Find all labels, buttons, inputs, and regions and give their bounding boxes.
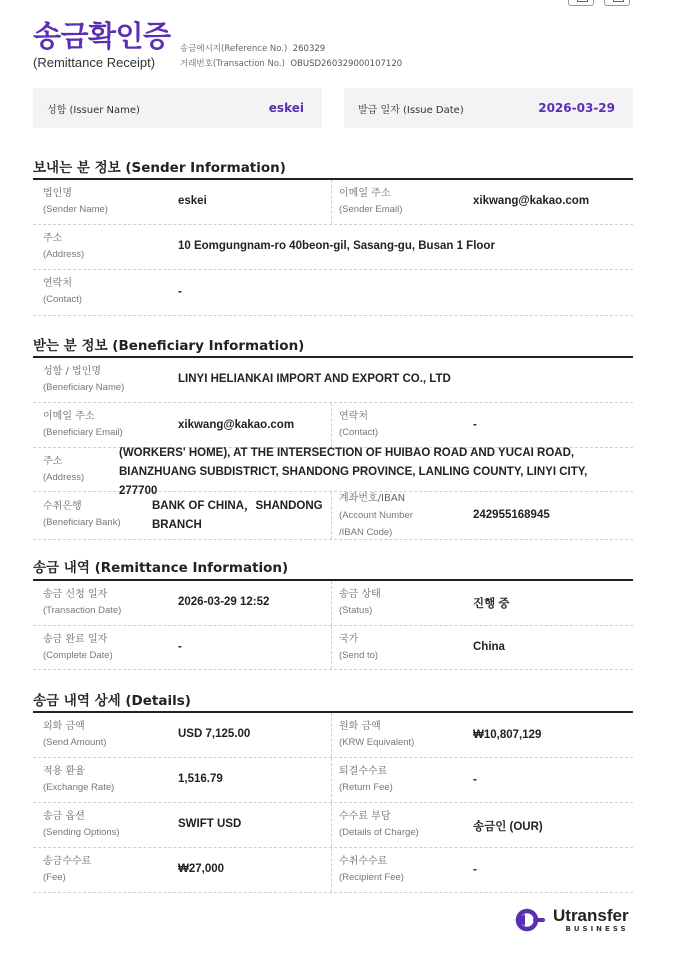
sender-row-name xyxy=(33,180,633,225)
transaction-value: OBUSD260329000107120 xyxy=(290,59,403,69)
download-icon[interactable] xyxy=(568,0,594,6)
return-fee-label-en: (Return Fee) xyxy=(339,782,393,793)
sender-address-label: 주소 xyxy=(43,233,63,244)
title-block xyxy=(33,18,171,70)
page-subtitle: (Remittance Receipt) xyxy=(33,55,156,70)
sender-name-value: eskei xyxy=(178,195,207,207)
status-label-en: (Status) xyxy=(339,605,373,616)
details-section-title: 송금 내역 상세 (Details) xyxy=(33,693,191,709)
charge-label-en: (Details of Charge) xyxy=(339,827,419,838)
fee-label-en: (Fee) xyxy=(43,872,66,883)
print-icon[interactable] xyxy=(604,0,630,6)
utransfer-logo xyxy=(513,907,629,933)
logo-sub: BUSINESS xyxy=(565,925,629,933)
sender-contact-value: - xyxy=(178,286,182,298)
beneficiary-address-line: BIANZHUANG SUBDISTRICT, SHANDONG PROVINCE, LANLING COUNTY, LINYI CITY, xyxy=(119,466,588,478)
reference-label: 송금메시지(Reference No.) xyxy=(180,44,288,54)
beneficiary-address-label-en: (Address) xyxy=(43,472,85,483)
account-number-label: 계좌번호/IBAN xyxy=(339,493,406,504)
fee-label: 송금수수료 xyxy=(43,856,92,867)
beneficiary-address-label: 주소 xyxy=(43,456,63,467)
issuer-row xyxy=(33,88,633,128)
country-value: China xyxy=(473,641,505,653)
column-divider xyxy=(331,803,332,847)
beneficiary-bank-line: BANK OF CHINA，SHANDONG xyxy=(152,500,323,512)
beneficiary-row-name xyxy=(33,358,633,403)
transaction-date-value: 2026-03-29 12:52 xyxy=(178,596,270,608)
beneficiary-row-email xyxy=(33,403,633,448)
beneficiary-name-label: 성함 / 법인명 xyxy=(43,366,102,377)
sender-email-value: xikwang@kakao.com xyxy=(473,195,590,207)
column-divider xyxy=(331,626,332,669)
krw-label: 원화 금액 xyxy=(339,721,381,732)
country-label: 국가 xyxy=(339,634,359,645)
krw-label-en: (KRW Equivalent) xyxy=(339,737,415,748)
charge-value: 송금인 (OUR) xyxy=(473,821,543,833)
logo-mark-icon xyxy=(513,908,547,932)
recipient-fee-value: - xyxy=(473,864,477,876)
beneficiary-contact-value: - xyxy=(473,419,477,431)
sender-row-contact xyxy=(33,270,633,316)
top-toolbar xyxy=(568,0,630,6)
transaction-date-label-en: (Transaction Date) xyxy=(43,605,122,616)
sender-email-label-en: (Sender Email) xyxy=(339,204,403,215)
beneficiary-name-label-en: (Beneficiary Name) xyxy=(43,382,125,393)
beneficiary-contact-label-en: (Contact) xyxy=(339,427,379,438)
send-amount-label-en: (Send Amount) xyxy=(43,737,107,748)
beneficiary-address-line: 277700 xyxy=(119,485,158,497)
beneficiary-section-title: 받는 분 정보 (Beneficiary Information) xyxy=(33,338,305,354)
beneficiary-email-value: xikwang@kakao.com xyxy=(178,419,295,431)
transaction-date-label: 송금 신청 일자 xyxy=(43,589,108,600)
beneficiary-bank-line: BRANCH xyxy=(152,519,202,531)
charge-label: 수수료 부담 xyxy=(339,811,391,822)
complete-date-label-en: (Complete Date) xyxy=(43,650,113,661)
complete-date-label: 송금 완료 일자 xyxy=(43,634,108,645)
beneficiary-row-bank xyxy=(33,492,633,540)
country-label-en: (Send to) xyxy=(339,650,379,661)
remittance-section-title: 송금 내역 (Remittance Information) xyxy=(33,560,289,576)
recipient-fee-label: 수취수수료 xyxy=(339,856,388,867)
issue-date-box xyxy=(344,88,633,128)
sender-name-label-en: (Sender Name) xyxy=(43,204,108,215)
send-amount-label: 외화 금액 xyxy=(43,721,85,732)
sender-name-label: 법인명 xyxy=(43,188,72,199)
beneficiary-address-line: (WORKERS' HOME), AT THE INTERSECTION OF HUIBAO ROAD AND YUCAI ROAD, xyxy=(119,447,575,459)
exchange-rate-label-en: (Exchange Rate) xyxy=(43,782,115,793)
sending-option-label-en: (Sending Options) xyxy=(43,827,120,838)
exchange-rate-label: 적용 환율 xyxy=(43,766,85,777)
beneficiary-name-value: LINYI HELIANKAI IMPORT AND EXPORT CO., LTD xyxy=(178,373,451,385)
issuer-name-value: eskei xyxy=(268,101,304,115)
details-row-amount xyxy=(33,713,633,758)
column-divider xyxy=(331,581,332,625)
beneficiary-email-label: 이메일 주소 xyxy=(43,411,95,422)
page-title: 송금확인증 xyxy=(33,19,171,53)
beneficiary-contact-label: 연락처 xyxy=(339,411,368,422)
send-amount-value: USD 7,125.00 xyxy=(178,728,251,740)
column-divider xyxy=(331,180,332,224)
details-row-rate xyxy=(33,758,633,803)
column-divider xyxy=(331,713,332,757)
beneficiary-bank-label-en: (Beneficiary Bank) xyxy=(43,517,121,528)
sender-contact-label-en: (Contact) xyxy=(43,294,83,305)
recipient-fee-label-en: (Recipient Fee) xyxy=(339,872,404,883)
remittance-row-complete xyxy=(33,626,633,670)
sender-address-value: 10 Eomgungnam-ro 40beon-gil, Sasang-gu, Busan 1 Floor xyxy=(178,240,495,252)
exchange-rate-value: 1,516.79 xyxy=(178,773,223,785)
krw-value: ₩10,807,129 xyxy=(473,729,542,741)
fee-value: ₩27,000 xyxy=(178,863,225,875)
return-fee-value: - xyxy=(473,774,477,786)
details-row-option xyxy=(33,803,633,848)
account-number-label-en: (Account Number xyxy=(339,510,413,521)
column-divider xyxy=(331,758,332,802)
status-value: 진행 중 xyxy=(473,598,510,610)
issuer-name-label: 성함 (Issuer Name) xyxy=(47,104,140,116)
status-label: 송금 상태 xyxy=(339,589,381,600)
remittance-row-dates xyxy=(33,581,633,626)
account-number-value: 242955168945 xyxy=(473,509,550,521)
beneficiary-bank-label: 수취은행 xyxy=(43,501,82,512)
beneficiary-row-address xyxy=(33,447,633,497)
sending-option-label: 송금 옵션 xyxy=(43,811,85,822)
issue-date-label: 발급 일자 (Issue Date) xyxy=(358,104,464,116)
sender-email-label: 이메일 주소 xyxy=(339,188,391,199)
account-number-label-en: /IBAN Code) xyxy=(339,527,393,538)
beneficiary-email-label-en: (Beneficiary Email) xyxy=(43,427,123,438)
issue-date-value: 2026-03-29 xyxy=(538,101,615,115)
complete-date-value: - xyxy=(178,641,182,653)
reference-value: 260329 xyxy=(292,44,326,54)
issuer-name-box xyxy=(33,88,322,128)
sender-row-address xyxy=(33,225,633,270)
beneficiary-bank-value xyxy=(152,497,323,535)
column-divider xyxy=(331,848,332,892)
return-fee-label: 퇴결수수료 xyxy=(339,766,388,777)
logo-text xyxy=(553,907,629,933)
column-divider xyxy=(331,403,332,447)
logo-name: Utransfer xyxy=(553,906,629,925)
transaction-label: 거래번호(Transaction No.) xyxy=(180,59,285,69)
column-divider xyxy=(331,492,332,539)
sender-section-title: 보내는 분 정보 (Sender Information) xyxy=(33,160,286,176)
reference-block xyxy=(180,42,402,72)
sender-address-label-en: (Address) xyxy=(43,249,85,260)
details-row-fee xyxy=(33,848,633,893)
sending-option-value: SWIFT USD xyxy=(178,818,242,830)
sender-contact-label: 연락처 xyxy=(43,278,72,289)
